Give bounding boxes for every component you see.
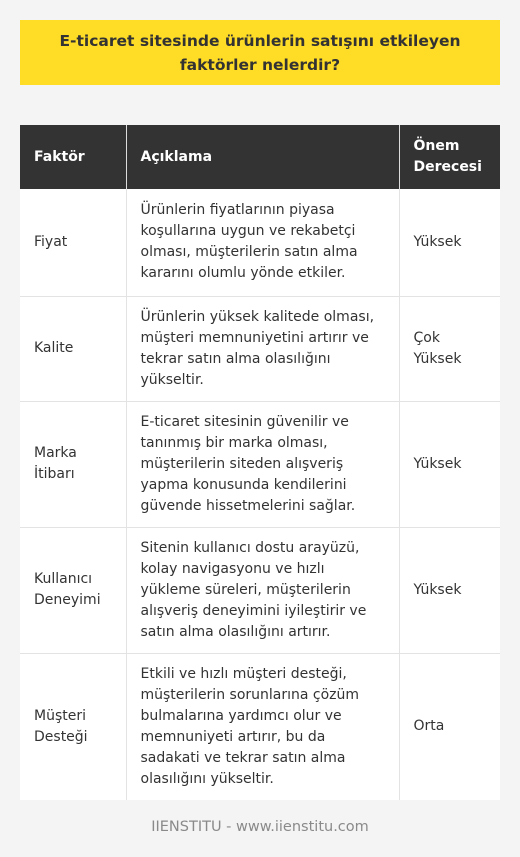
factors-table bbox=[20, 125, 500, 800]
table-body bbox=[20, 189, 500, 800]
column-header-factor: Faktör bbox=[20, 125, 126, 189]
header-row bbox=[20, 125, 500, 189]
description-cell: E-ticaret sitesinin güvenilir ve tanınmış bir marka olması, müşterilerin siteden alışveriş yapma konusunda kendilerini güvende hissetmelerini sağlar. bbox=[126, 401, 399, 527]
description-cell: Ürünlerin yüksek kalitede olması, müşteri memnuniyetini artırır ve tekrar satın alma olasılığını yükseltir. bbox=[126, 296, 399, 401]
factor-cell: Kullanıcı Deneyimi bbox=[20, 527, 126, 653]
table-row bbox=[20, 401, 500, 527]
footer-credit: IIENSTITU - www.iienstitu.com bbox=[151, 819, 369, 835]
table-header bbox=[20, 125, 500, 189]
description-cell: Etkili ve hızlı müşteri desteği, müşterilerin sorunlarına çözüm bulmalarına yardımcı olur ve memnuniyeti artırır, bu da sadakati ve tekrar satın alma olasılığını yükseltir. bbox=[126, 653, 399, 800]
importance-cell: Çok Yüksek bbox=[399, 296, 500, 401]
table-row bbox=[20, 527, 500, 653]
factor-cell: Müşteri Desteği bbox=[20, 653, 126, 800]
importance-cell: Yüksek bbox=[399, 189, 500, 296]
column-header-description: Açıklama bbox=[126, 125, 399, 189]
importance-cell: Orta bbox=[399, 653, 500, 800]
factor-cell: Kalite bbox=[20, 296, 126, 401]
importance-cell: Yüksek bbox=[399, 527, 500, 653]
page-title: E-ticaret sitesinde ürünlerin satışını etkileyen faktörler nelerdir? bbox=[59, 31, 461, 74]
title-banner bbox=[20, 20, 500, 85]
table-row bbox=[20, 653, 500, 800]
column-header-importance: Önem Derecesi bbox=[399, 125, 500, 189]
factor-cell: Marka İtibarı bbox=[20, 401, 126, 527]
description-cell: Ürünlerin fiyatlarının piyasa koşullarına uygun ve rekabetçi olması, müşterilerin satın alma kararını olumlu yönde etkiler. bbox=[126, 189, 399, 296]
importance-cell: Yüksek bbox=[399, 401, 500, 527]
table-row bbox=[20, 189, 500, 296]
factor-cell: Fiyat bbox=[20, 189, 126, 296]
description-cell: Sitenin kullanıcı dostu arayüzü, kolay navigasyonu ve hızlı yükleme süreleri, müşterilerin alışveriş deneyimini iyileştirir ve satın alma olasılığını artırır. bbox=[126, 527, 399, 653]
table-row bbox=[20, 296, 500, 401]
